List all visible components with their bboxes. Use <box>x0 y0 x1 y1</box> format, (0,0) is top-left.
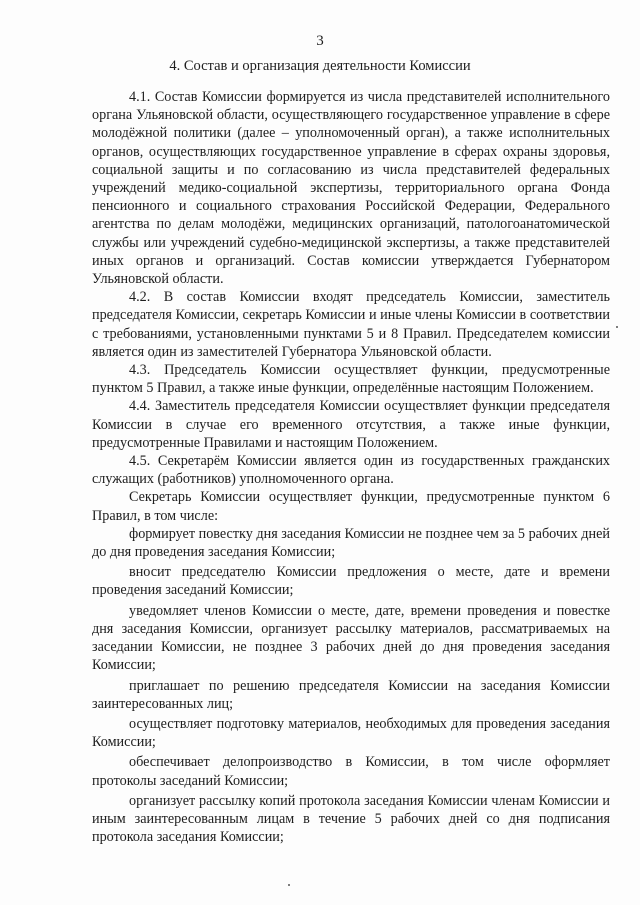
scan-speck <box>616 326 618 328</box>
list-item-proposals: вносит председателю Комиссии предложения о месте, дате и времени проведения заседаний Комиссии; <box>92 564 610 599</box>
document-body <box>92 88 610 846</box>
paragraph-4-3: 4.3. Председатель Комиссии осуществляет функции, предусмотренные пунктом 5 Правил, а также иные функции, определённые настоящим Положением. <box>92 362 610 397</box>
paragraph-4-2: 4.2. В состав Комиссии входят председатель Комиссии, заместитель председателя Комиссии, секретарь Комиссии и иные члены Комиссии в соответствии с требованиями, установленными пунктами 5 и 8 Правил. Председателем комиссии является один из заместителей Губернатора Ульяновской области. <box>92 289 610 360</box>
list-item-records: обеспечивает делопроизводство в Комиссии, в том числе оформляет протоколы заседаний Комиссии; <box>92 754 610 789</box>
list-item-materials: осуществляет подготовку материалов, необходимых для проведения заседания Комиссии; <box>92 715 610 751</box>
list-item-agenda: формирует повестку дня заседания Комиссии не позднее чем за 5 рабочих дней до дня проведения заседания Комиссии; <box>92 525 610 561</box>
section-title: 4. Состав и организация деятельности Комиссии <box>169 58 471 74</box>
paragraph-4-5: 4.5. Секретарём Комиссии является один из государственных гражданских служащих (работников) уполномоченного органа. <box>92 453 610 488</box>
paragraph-4-1: 4.1. Состав Комиссии формируется из числа представителей исполнительного органа Ульяновской области, осуществляющего государственное управление в сфере молодёжной политики (далее – уполномоченный орган), а также исполнительных органов, осуществляющих государственное управление в сферах охраны здоровья, социальной защиты и по согласованию из числа представителей федеральных учреждений медико-социальной экспертизы, территориального органа Фонда пенсионного и социального страхования Российской Федерации, Федерального агентства по делам молодёжи, медицинских организаций, патологоанатомической службы или учреждений судебно-медицинской экспертизы, а также представителей иных органов и организаций. Состав комиссии утверждается Губернатором Ульяновской области. <box>92 89 610 288</box>
list-item-distribution: организует рассылку копий протокола заседания Комиссии членам Комиссии и иным заинтересованным лицам в течение 5 рабочих дней со дня подписания протокола заседания Комиссии; <box>92 792 610 846</box>
list-item-notify: уведомляет членов Комиссии о месте, дате, времени проведения и повестке дня заседания Комиссии, организует рассылку материалов, рассматриваемых на заседании Комиссии, не позднее 3 рабочих дней до дня проведения заседания Комиссии; <box>92 602 610 674</box>
page-number: 3 <box>316 33 324 49</box>
paragraph-4-4: 4.4. Заместитель председателя Комиссии осуществляет функции председателя Комиссии в случае его временного отсутствия, а также иные функции, предусмотренные Правилами и настоящим Положением. <box>92 398 610 451</box>
list-item-invite: приглашает по решению председателя Комиссии на заседания Комиссии заинтересованных лиц; <box>92 677 610 712</box>
paragraph-secretary-functions: Секретарь Комиссии осуществляет функции, предусмотренные пунктом 6 Правил, в том числе: <box>92 489 610 524</box>
scan-speck <box>288 884 290 886</box>
